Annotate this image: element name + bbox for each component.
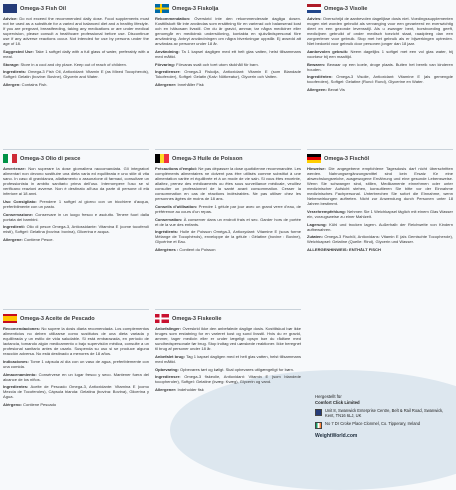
- section-header: [155, 3, 301, 14]
- belgium-flag-icon: [155, 154, 169, 163]
- advice-paragraph: Hinweise: Die angegebene empfohlene Tagesdosis darf nicht überschritten werden. Nahrungsergänzungsmittel sind kein Ersatz für eine abwechslungsreiche, ausgewogene Ernährung und eine gesunde Lebensweise. Wenn Sie schwanger sind, stillen, Medikamente einnehmen oder unter medizinischer Aufsicht stehen, konsultieren Sie bitte vor der Einnahme medizinisches Fachpersonal. Unterbrechen Sie sofort die Einnahme, wenn Nebenwirkungen auftreten. Nicht zur Anwendung durch Personen unter 18 Jahren bestimmt.: [307, 166, 453, 207]
- storage-paragraph: Förvaring: Förvaras svalt och torrt utom räckhåll för barn.: [155, 61, 259, 67]
- section-header: [3, 3, 149, 14]
- ie-address-row: [315, 421, 450, 429]
- column-middle: [152, 0, 304, 456]
- italy-flag-icon: [3, 154, 17, 163]
- ingredients-paragraph: Ingrédients: Huile de Poisson Oméga-3, Antioxydant: Vitamine E (sous forme Mélange de Tocophérols), enveloppe de la gélule : Gélatine (bovine : Bovine), Glycérine et Eau.: [155, 229, 301, 245]
- germany-flag-icon: [307, 154, 321, 163]
- manufactured-for-label: Hergestellt für: [315, 394, 342, 399]
- allergen-paragraph: Allergener: Indeholder fisk: [155, 386, 204, 392]
- storage-paragraph: Almacenamiento: Consérvese en un lugar fresco y seco. Mantener fuera del alcance de los niños.: [3, 371, 149, 382]
- section-title: Omega-3 Fiskolja: [172, 5, 219, 12]
- ingredients-paragraph: Ingredientes: Aceite de Pescado Omega-3, Antioxidante: Vitamina E (como Mezcla de Tocoferoles), Cápsula blanda: Gelatina (bovina: Bovina), Glicerina y Agua.: [3, 384, 149, 400]
- use-paragraph: Uso Consigliato: Prendere 1 softgel al giorno con un bicchiere d'acqua, preferibilmente con un pasto.: [3, 198, 149, 209]
- ingredients-paragraph: Ingrediënten: Omega-3 Visolie, Antioxidant: Vitamine E (als gemengde tocoferolen), Softgel: Gelatine (Rund: Rund), Glycerine en Water.: [307, 74, 453, 85]
- allergen-paragraph: Allergeen: Bevat Vis: [307, 86, 345, 92]
- section-swedish: [155, 3, 301, 139]
- allergen-paragraph: Allergener: Innehåller Fisk: [155, 81, 204, 87]
- storage-paragraph: Lagerung: Kühl und trocken lagern. Außerhalb der Reichweite von Kindern aufbewahren.: [307, 221, 453, 232]
- ireland-flag-icon: [315, 422, 322, 429]
- uk-flag-icon: [315, 409, 322, 416]
- company-name: Comfort Click Limited: [315, 399, 360, 405]
- section-title: Omega-3 Aceite de Pescado: [20, 315, 95, 322]
- allergen-paragraph: Allergen: Contains Fish.: [3, 81, 48, 87]
- use-paragraph: Användning: Ta 1 kapsel dagligen med ett helt glas vatten, helst tillsammans med måltid.: [155, 48, 301, 59]
- use-paragraph: Indicaciones: Tome 1 cápsula al día con un vaso de agua, preferiblemente con una comida.: [3, 358, 149, 369]
- section-header: [307, 3, 453, 14]
- section-dutch: [307, 3, 453, 145]
- storage-paragraph: Bewaren: Bewaar op een koele, droge plaats. Buiten het bereik van kinderen houden.: [307, 61, 453, 72]
- section-title: Omega-3 Visolie: [324, 5, 368, 12]
- ingredients-paragraph: Ingredienti: Olio di pesce Omega-3, Antiossidante: Vitamina E (come tocoferoli misti), Softgel: Gelatina (bovina: bovina), Glicerina e acqua.: [3, 224, 149, 235]
- use-paragraph: Verzehrempfehlung: Nehmen Sie 1 Weichkapsel täglich mit einem Glas Wasser ein, vorzugsweise zu einer Mahlzeit.: [307, 208, 453, 220]
- manufacturer-info: [315, 394, 450, 439]
- ie-address: No 7 Dr Croke Place Clonmel, Co. Tipperary, Ireland: [325, 421, 421, 426]
- column-right: [304, 0, 456, 456]
- uk-address-row: [315, 408, 450, 418]
- section-italian: [3, 153, 149, 305]
- divider: [155, 149, 301, 150]
- advice-paragraph: Rekommendation: Överskrid inte den rekommenderade dagliga dosen. Kosttillskott får inte användas som ersättning för en varierad och balanserad kost och en hälsosam livsstil. Om du är gravid, ammar, tar några mediciner eller genomgår en medicinsk undersökning, kontakta en sjukvårdspersonal före användning. Avbryt användningen om några biverkningar uppstår. Ej avsedd att användas av personer under 18 år.: [155, 16, 301, 47]
- netherlands-flag-icon: [307, 4, 321, 13]
- divider: [155, 309, 301, 310]
- uk-flag-icon: [3, 4, 17, 13]
- section-german: [307, 153, 453, 303]
- ingredients-paragraph: Ingredienser: Omega-3 fiskeolie, Antioxidant: Vitamin E (som blandede tocopheroler), Softgel: Gelatine (kvæg: Kvæg), Glycerin og vand.: [155, 374, 301, 385]
- use-paragraph: Anbefalet brug: Tag 1 kapsel dagligen med et helt glas vatten, helst tillsammans med måltid.: [155, 353, 301, 364]
- section-title: Omega-3 Fish Oil: [20, 5, 67, 12]
- divider: [307, 149, 453, 150]
- section-header: [3, 313, 149, 324]
- ingredients-paragraph: Ingredienser: Omega-3 Fiskolja, Antioxidant: Vitamin E (som Blandade Tokoferoler), Softgel: Gelatin (Kalv: Nötkreatur), Glycerin och Vatten.: [155, 69, 301, 80]
- storage-paragraph: Conservazione: Conservare in un luogo fresco e asciutto. Tenere fuori dalla portata dei bambini.: [3, 211, 149, 222]
- section-title: Omega-3 Fiskeolie: [172, 315, 222, 322]
- divider: [3, 309, 149, 310]
- advice-paragraph: Précautions d'emploi: Ne pas dépasser la dose quotidienne recommandée. Les compléments alimentaires ne doivent pas être utilisés comme substitut à une alimentation variée et équilibrée et à un mode de vie sain. Si vous êtes enceinte, allaitez, prenez des médicaments ou êtes sous surveillance médicale, veuillez consulter un professionnel de la santé avant consommation. Cesser la consommation en cas de réactions indésirables. Ne pas utiliser chez les personnes âgées de moins de 18 ans.: [155, 166, 301, 202]
- uk-address: Unit 8, Swanwick Enterprise Centre, Belt & Rail Road, Swanwick, Kent, TN16 6LJ, UK: [325, 408, 444, 418]
- section-spanish: [3, 313, 149, 456]
- use-paragraph: Suggested Use: Take 1 softgel daily with a full glass of water, preferably with a meal.: [3, 48, 149, 59]
- advice-paragraph: Avvertenze: Non superare la dose giornaliera raccomandata. Gli integratori alimentari non devono sostituire una dieta varia ed equilibrata e uno stile di vita sano. In caso di gravidanza, allattamento o assunzione di farmaci, consultare un professionista in ambito sanitario prima dell'uso. Interrompere l'uso se si verificano reazioni avverse. Non è destinato all'uso da parte di persone di età inferiore ai 18 anni.: [3, 166, 149, 197]
- divider: [3, 149, 149, 150]
- section-english: [3, 3, 149, 143]
- advice-paragraph: Advies: Overschrijd de aanbevolen dagelijkse dosis niet. Voedingssupplementen mogen niet worden gebruikt als vervanging voor een gevarieerd en evenwichtig dieet en een gezonde levensstijl. Als u zwanger bent, borstvoeding geeft, medicijnen gebruikt of onder medisch toezicht staat, raadpleeg dan een zorgverlener voor gebruik. Stop met het gebruik als er bijwerkingen optreden. Niet bedoeld voor gebruik door personen jonger dan 18 jaar.: [307, 16, 453, 47]
- section-header: [3, 153, 149, 164]
- storage-paragraph: Storage: Store in a cool and dry place. Keep out of reach of children.: [3, 61, 127, 67]
- section-header: [307, 153, 453, 164]
- section-header: [155, 153, 301, 164]
- section-title: Omega-3 Olio di pesce: [20, 155, 81, 162]
- denmark-flag-icon: [155, 314, 169, 323]
- allergen-paragraph: Allergènes : Contient du Poisson: [155, 247, 216, 253]
- ingredients-paragraph: Zutaten: Omega-3 Fischöl, Antioxidans: Vitamin E (als Gemischte Tocopherole), Weichkapsel: Gelatine (Quelle: Rind), Glycerin und Wasser.: [307, 234, 453, 245]
- section-title: Omega-3 Fischöl: [324, 155, 370, 162]
- spain-flag-icon: [3, 314, 17, 323]
- section-title: Omega-3 Huile de Poisson: [172, 155, 243, 162]
- section-french: [155, 153, 301, 308]
- use-paragraph: Conseils d'utilisation: Prendre 1 gélule par jour avec un grand verre d'eau, de préférence au cours d'un repas.: [155, 203, 301, 214]
- storage-paragraph: Opbevaring: Opbevares tørt og køligt. Skal opbevares utilgængeligt for børn.: [155, 366, 295, 372]
- advice-paragraph: Recomendaciones: No supere la dosis diaria recomendada. Los complementos alimenticios no deben utilizarse como sustitutos de una dieta variada y equilibrada y un estilo de vida saludable. Si está embarazada, en período de lactancia, tomando algún medicamento o bajo supervisión médica, consulte a un profesional sanitario antes de usarlo. Suspenda su uso si se produce alguna reacción adversa. No está destinado a menores de 18 años.: [3, 326, 149, 357]
- ingredients-paragraph: Ingredients: Omega-3 Fish Oil, Antioxidant: Vitamin E (as Mixed Tocopherols), Softgel: Gelatin (bovine: Bovine), Glycerin and Water.: [3, 69, 149, 80]
- section-danish: [155, 313, 301, 428]
- allergen-paragraph: ALLERGENHINWEIS: ENTHÄLT FISCH: [307, 247, 381, 253]
- sweden-flag-icon: [155, 4, 169, 13]
- allergen-paragraph: Alérgeno: Contiene Pescado: [3, 401, 57, 407]
- column-left: [0, 0, 152, 456]
- allergen-paragraph: Allergene: Contiene Pesce.: [3, 236, 54, 242]
- advice-paragraph: Anbefalinger: Overskrid ikke den anbefalede daglige dosis. Kosttilskud bør ikke bruges som erstatning for en varieret kost og sund livsstil. Hvis du er gravid, ammer, tager medicin eller er under lægeligt opsyn bør du rådføre med sundhedspersonale før brug. Stop indtag ved uønskede reaktioner. Ikke beregnet til brug af personer under 18 år.: [155, 326, 301, 352]
- website-link[interactable]: WeightWorld.com: [315, 433, 358, 439]
- section-header: [155, 313, 301, 324]
- storage-paragraph: Conservation: À conserver dans un endroit frais et sec. Garder hors de portée et de la vue des enfants.: [155, 216, 301, 227]
- advice-paragraph: Advice: Do not exceed the recommended daily dose. Food supplements must not be used as a substitute for a varied and balanced diet and a healthy lifestyle. If you are pregnant, breastfeeding, taking any medications or are under medical supervision, please consult a healthcare professional before use. Discontinue use if any adverse reactions occur. Not intended for use by persons under the age of 18.: [3, 16, 149, 47]
- use-paragraph: Aanbevolen gebruik: Neem dagelijks 1 softgel met een vol glas water, bij voorkeur bij een maaltijd.: [307, 48, 453, 59]
